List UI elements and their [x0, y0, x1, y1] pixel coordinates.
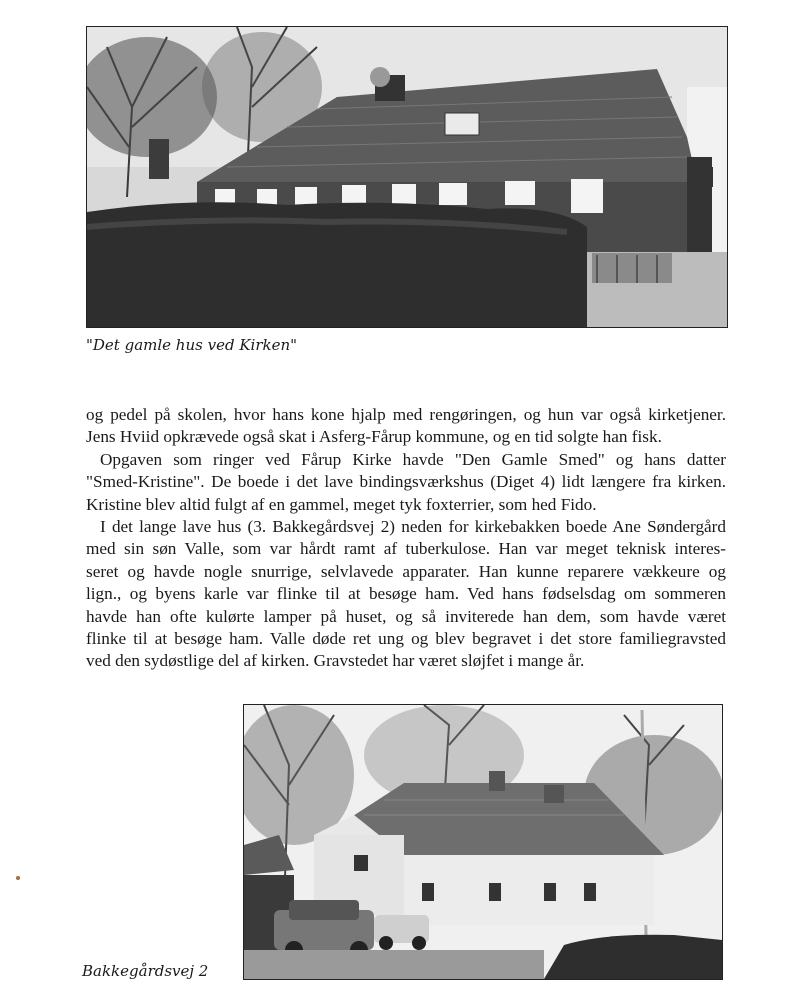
- text-line: seret og havde nogle snurrige, selvlavede apparater. Han kunne reparere vækkeure og: [86, 561, 726, 581]
- scan-speck: [16, 876, 20, 880]
- photo-old-house-by-church: [86, 26, 728, 328]
- text-line: ved den sydøstlige del af kirken. Gravstedet har været sløjfet i mange år.: [86, 651, 585, 671]
- text-line: med sin søn Valle, som var hårdt ramt af tuberkulose. Han var meget teknisk interes-: [86, 539, 726, 559]
- text-line: havde han ofte kulørte lamper på huset, og så inviterede han dem, som havde været: [86, 606, 726, 626]
- body-text: [86, 404, 726, 673]
- figure-caption: "Det gamle hus ved Kirken": [86, 336, 298, 354]
- text-line: Kristine blev altid fulgt af en gammel, meget tyk foxterrier, som hed Fido.: [86, 494, 597, 514]
- house-photo-illustration: [244, 705, 722, 979]
- text-line: lign., og byens karle var flinke til at besøge ham. Ved hans fødselsdag om sommeren: [86, 584, 726, 604]
- photo-bakkegaardsvej-2: [243, 704, 723, 980]
- text-line: Jens Hviid opkrævede også skat i Asferg-Fårup kommune, og en tid solgte han fisk.: [86, 427, 662, 447]
- text-line: "Smed-Kristine". De boede i det lave bindingsværkshus (Diget 4) lidt længere fra kirken.: [86, 472, 726, 492]
- text-line: I det lange lave hus (3. Bakkegårdsvej 2) neden for kirkebakken boede Ane Søndergård: [100, 517, 726, 537]
- house-photo-illustration: [87, 27, 727, 327]
- text-line: Opgaven som ringer ved Fårup Kirke havde "Den Gamle Smed" og hans datter: [100, 449, 726, 469]
- paragraph: [86, 404, 726, 449]
- paragraph: [86, 449, 726, 516]
- figure-caption: Bakkegårdsvej 2: [82, 962, 209, 980]
- paragraph: [86, 516, 726, 673]
- text-line: flinke til at besøge ham. Valle døde ret ung og blev begravet i det store familiegravsted: [86, 629, 726, 649]
- text-line: og pedel på skolen, hvor hans kone hjalp med rengøringen, og hun var også kirketjener.: [86, 405, 726, 424]
